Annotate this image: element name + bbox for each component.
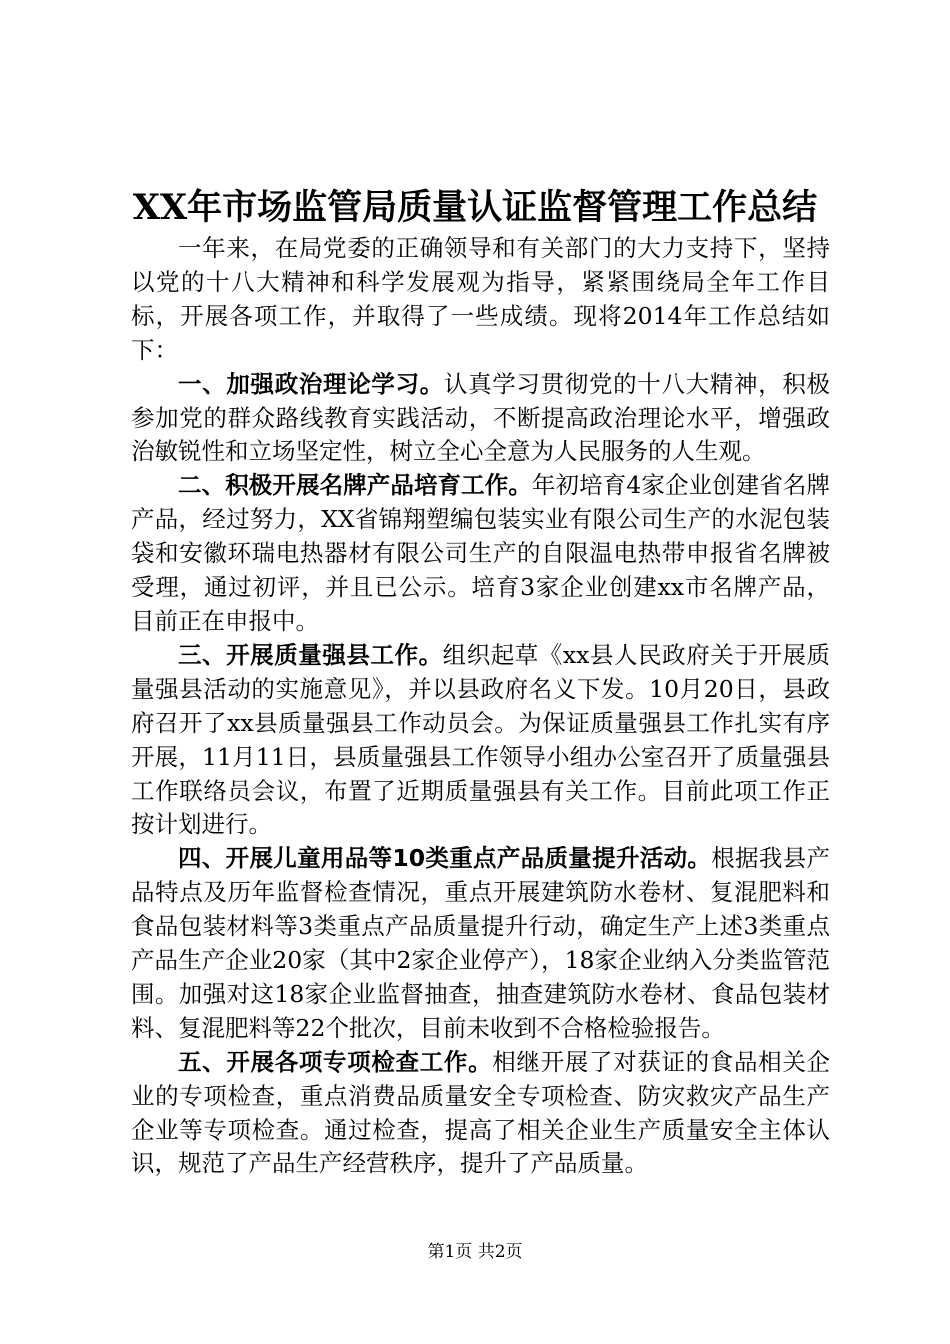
page-number-footer: 第1页 共2页 (427, 1242, 523, 1262)
intro-paragraph: 一年来，在局党委的正确领导和有关部门的大力支持下，坚持以党的十八大精神和科学发展观为指导，紧紧围绕局全年工作目标，开展各项工作，并取得了一些成绩。现将2014年工作总结如下： (131, 234, 830, 364)
document-title: XX年市场监管局质量认证监督管理工作总结 (132, 187, 818, 228)
section-heading-3: 三、开展质量强县工作。 (178, 640, 443, 669)
section-paragraph-5 (131, 1046, 830, 1182)
section-text-5: 相继开展了对获证的食品相关企业的专项检查，重点消费品质量安全专项检查、防灾救灾产品生产企业等专项检查。通过检查，提高了相关企业生产质量安全主体认识，规范了产品生产经营秩序，提升了产品质量。 (131, 1047, 830, 1178)
section-text-1: 认真学习贯彻党的十八大精神，积极参加党的群众路线教育实践活动，不断提高政治理论水平，增强政治敏锐性和立场坚定性，树立全心全意为人民服务的人生观。 (131, 369, 831, 466)
section-paragraph-3 (131, 639, 830, 842)
section-text-2: 年初培育4家企业创建省名牌产品，经过努力，XX省锦翔塑编包装实业有限公司生产的水泥包装袋和安徽环瑞电热器材有限公司生产的自限温电热带申报省名牌被受理，通过初评，并且已公示。培育3家企业创建xx市名牌产品，目前正在申报中。 (131, 471, 831, 635)
section-paragraph-4 (131, 842, 830, 1045)
section-heading-4: 四、开展儿童用品等10类重点产品质量提升活动。 (178, 844, 712, 873)
section-heading-2: 二、积极开展名牌产品培育工作。 (178, 471, 532, 500)
document-body (131, 232, 830, 1181)
section-heading-5: 五、开展各项专项检查工作。 (178, 1047, 493, 1076)
section-text-4: 根据我县产品特点及历年监督检查情况，重点开展建筑防水卷材、复混肥料和食品包装材料等3类重点产品质量提升行动，确定生产上述3类重点产品生产企业20家（其中2家企业停产），18家企业纳入分类监管范围。加强对这18家企业监督抽查，抽查建筑防水卷材、食品包装材料、复混肥料等22个批次，目前未收到不合格检验报告。 (131, 844, 831, 1042)
section-paragraph-2 (131, 469, 830, 639)
section-text-3: 组织起草《xx县人民政府关于开展质量强县活动的实施意见》，并以县政府名义下发。10月20日，县政府召开了xx县质量强县工作动员会。为保证质量强县工作扎实有序开展，11月11日，县质量强县工作领导小组办公室召开了质量强县工作联络员会议，布置了近期质量强县有关工作。目前此项工作正按计划进行。 (131, 640, 831, 839)
section-paragraph-1 (131, 368, 830, 470)
section-heading-1: 一、加强政治理论学习。 (178, 369, 444, 398)
